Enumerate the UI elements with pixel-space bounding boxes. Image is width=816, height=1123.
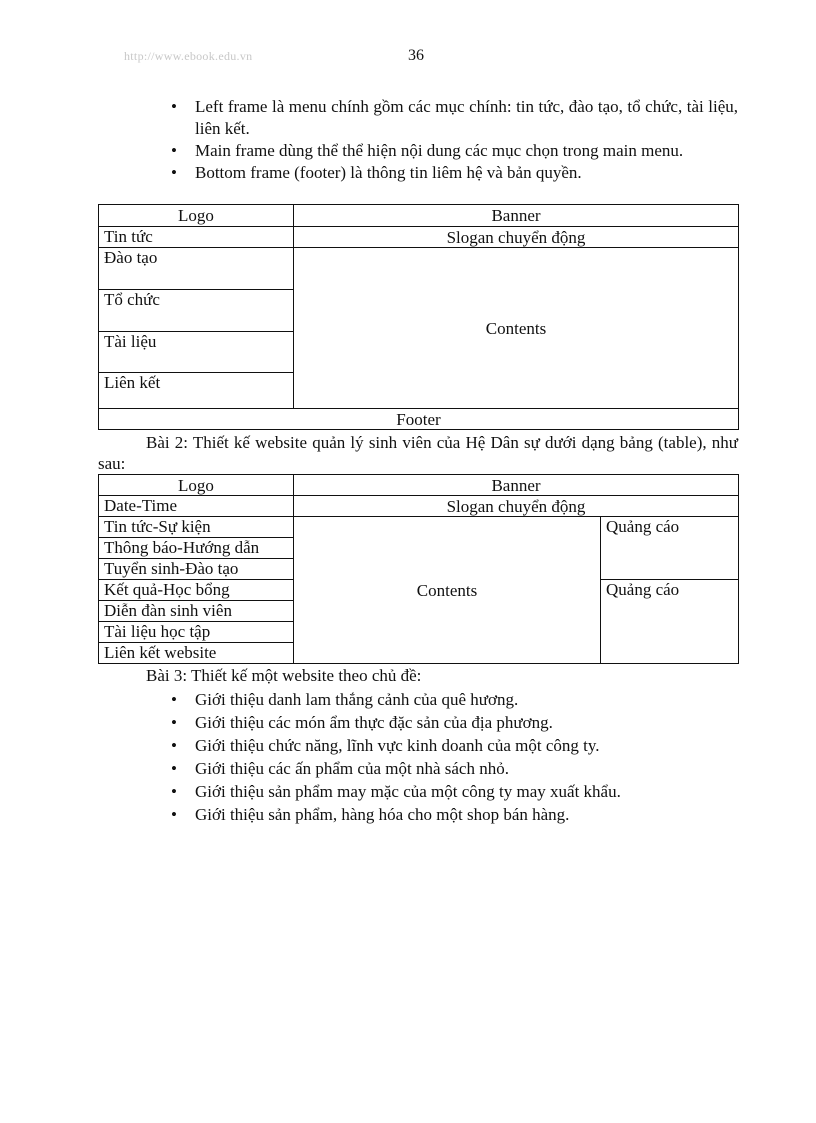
list-item: • Giới thiệu danh lam thắng cảnh của quê hương. (167, 688, 738, 711)
layout-table-1 (98, 204, 739, 430)
ad-cell: Quảng cáo (601, 517, 739, 580)
layout-table-2 (98, 474, 739, 664)
menu-cell: Đào tạo (99, 248, 294, 290)
contents-cell: Contents (294, 248, 739, 409)
intro-bullet-list (167, 96, 738, 184)
menu-cell: Tài liệu (99, 332, 294, 373)
menu-cell: Kết quả-Học bổng (99, 580, 294, 601)
menu-cell: Tài liệu học tập (99, 622, 294, 643)
footer-cell: Footer (99, 409, 739, 430)
banner-cell: Banner (294, 205, 739, 227)
datetime-cell: Date-Time (99, 496, 294, 517)
list-item: • Giới thiệu sản phẩm may mặc của một công ty may xuất khẩu. (167, 780, 738, 803)
list-item: • Left frame là menu chính gồm các mục chính: tin tức, đào tạo, tổ chức, tài liệu, liên kết. (167, 96, 738, 140)
logo-cell: Logo (99, 205, 294, 227)
ad-cell: Quảng cáo (601, 580, 739, 664)
list-item: • Giới thiệu các món ẩm thực đặc sản của địa phương. (167, 711, 738, 734)
page-number: 36 (408, 47, 424, 64)
menu-cell: Diễn đàn sinh viên (99, 601, 294, 622)
menu-cell: Tin tức-Sự kiện (99, 517, 294, 538)
menu-cell-news: Tin tức (99, 227, 294, 248)
exercise-2-text: Bài 2: Thiết kế website quản lý sinh viên của Hệ Dân sự dưới dạng bảng (table), như sau: (98, 433, 738, 473)
contents-cell: Contents (294, 517, 601, 664)
list-item: • Bottom frame (footer) là thông tin liêm hệ và bản quyền. (167, 162, 738, 184)
watermark-url: http://www.ebook.edu.vn (124, 49, 253, 63)
menu-cell: Liên kết (99, 373, 294, 409)
banner-cell: Banner (294, 475, 739, 496)
menu-cell: Liên kết website (99, 643, 294, 664)
slogan-cell: Slogan chuyển động (294, 496, 739, 517)
menu-cell: Tổ chức (99, 290, 294, 332)
exercise-3-heading: Bài 3: Thiết kế một website theo chủ đề: (146, 666, 422, 685)
list-item: • Main frame dùng thể thể hiện nội dung các mục chọn trong main menu. (167, 140, 738, 162)
list-item: • Giới thiệu các ấn phẩm của một nhà sách nhỏ. (167, 757, 738, 780)
slogan-cell: Slogan chuyển động (294, 227, 739, 248)
menu-cell: Tuyển sinh-Đào tạo (99, 559, 294, 580)
menu-cell: Thông báo-Hướng dẫn (99, 538, 294, 559)
list-item: • Giới thiệu chức năng, lĩnh vực kinh doanh của một công ty. (167, 734, 738, 757)
list-item: • Giới thiệu sản phẩm, hàng hóa cho một shop bán hàng. (167, 803, 738, 826)
topic-bullet-list (167, 688, 738, 826)
logo-cell: Logo (99, 475, 294, 496)
